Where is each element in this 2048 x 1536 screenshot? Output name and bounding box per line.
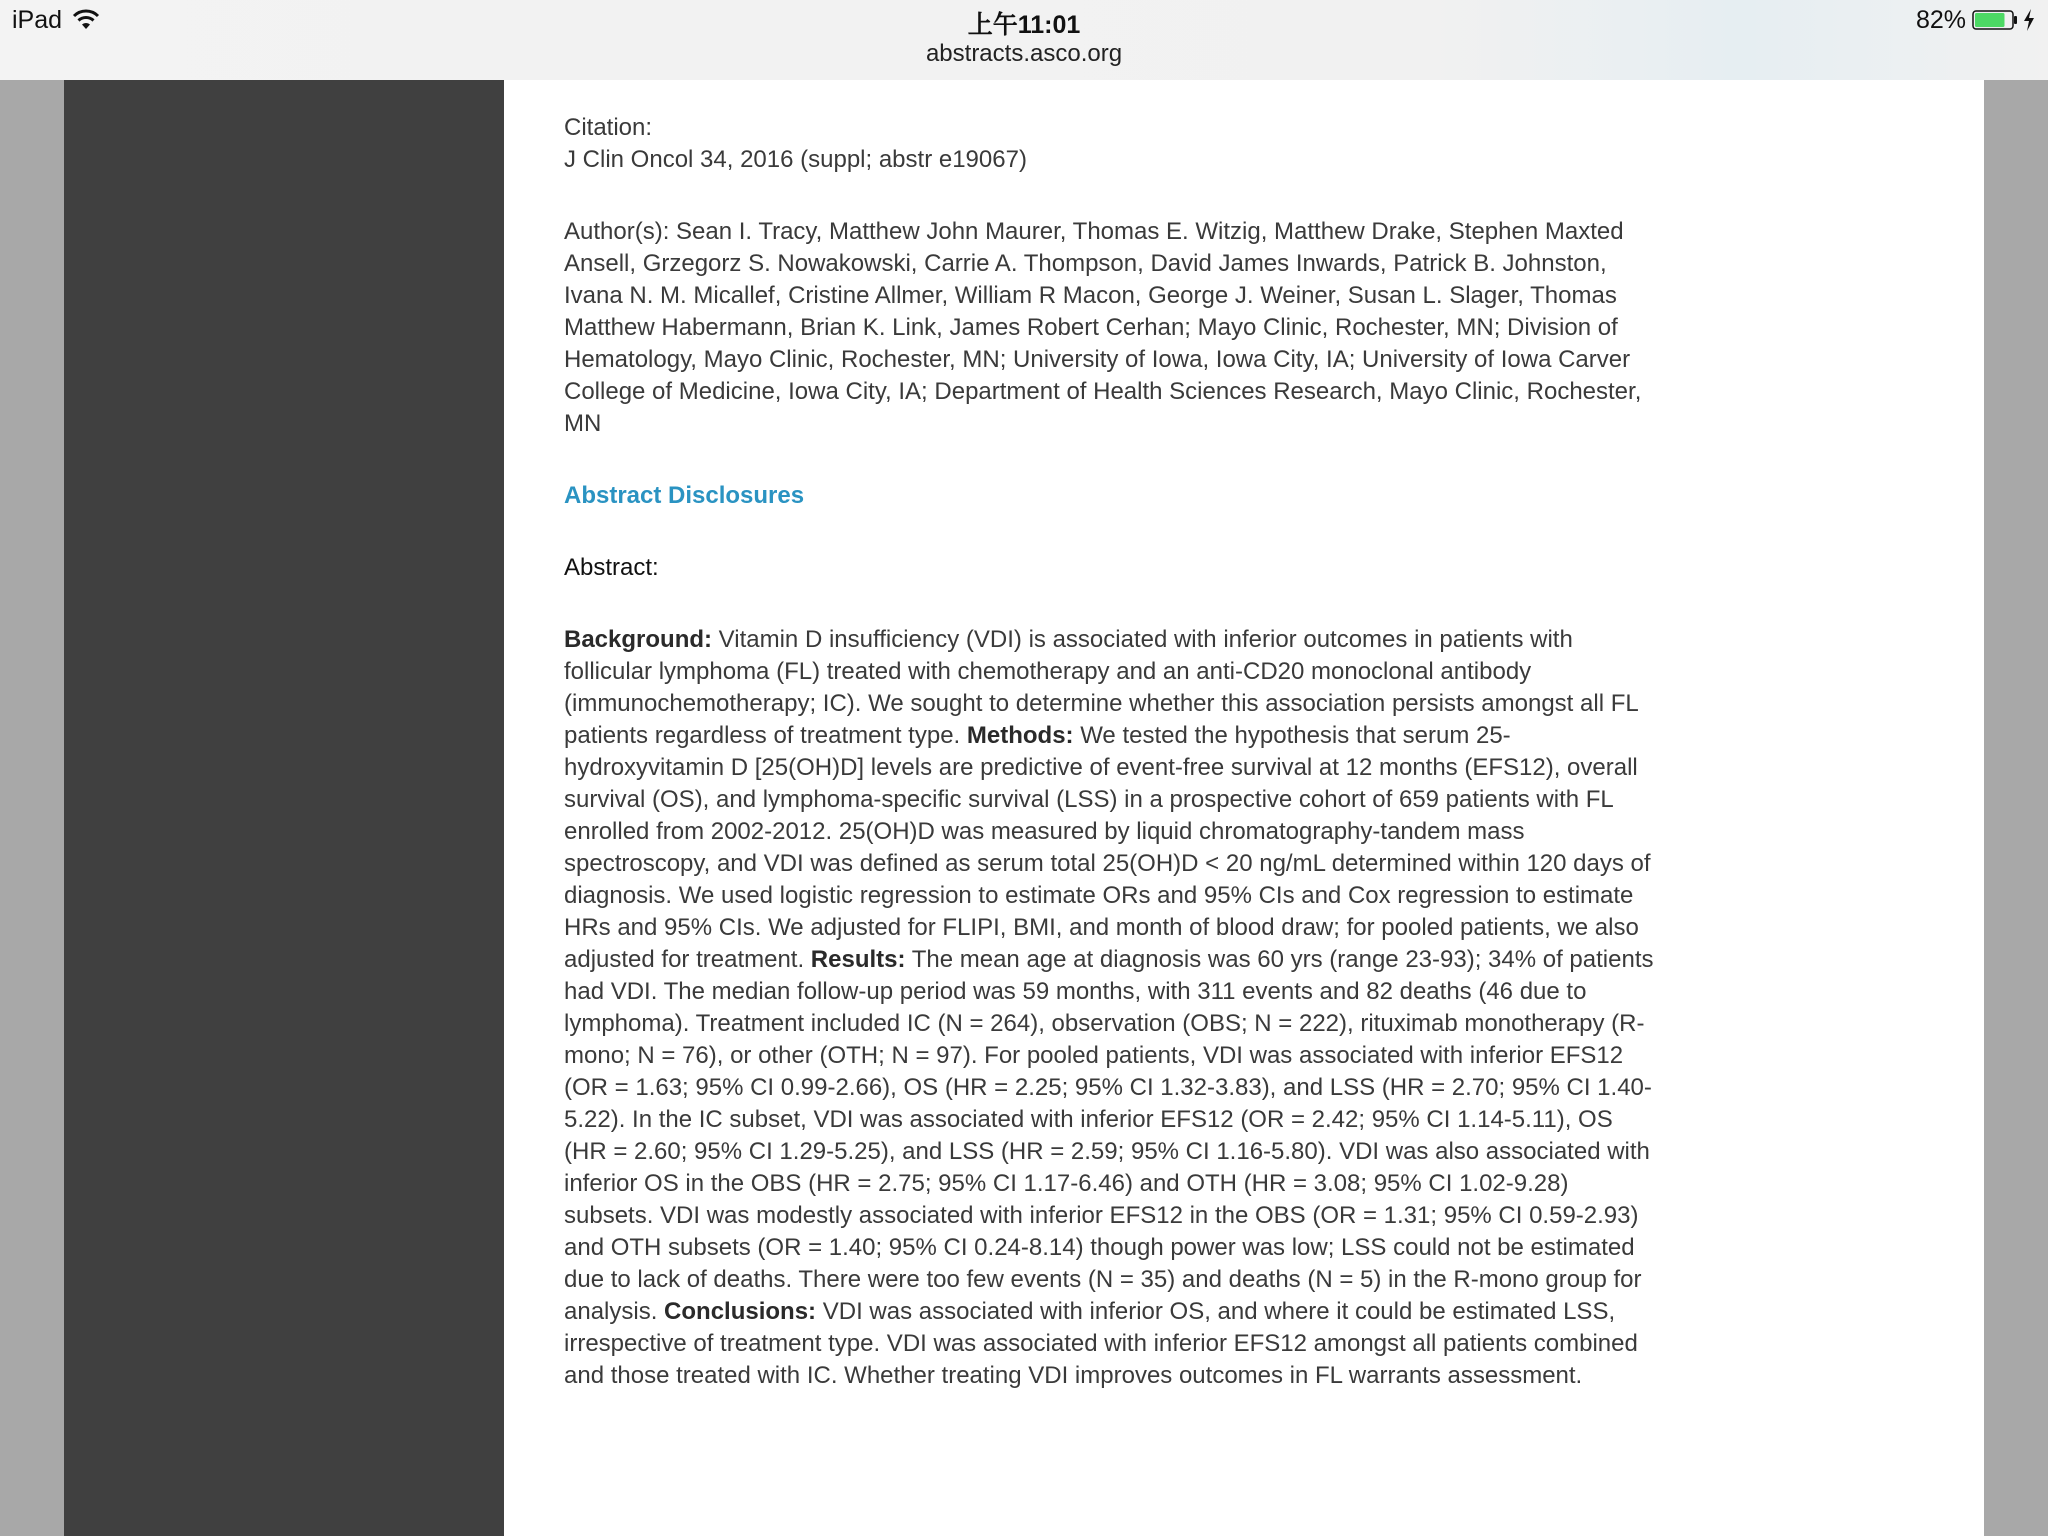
- results-heading: Results:: [810, 946, 906, 973]
- results-text: The mean age at diagnosis was 60 yrs (range 23-93); 34% of patients had VDI. The median follow-up period was 59 months, with 311 events and 82 deaths (46 due to lymphoma). Treatment included IC (N = 264), observation (OBS; N = 222), rituximab monotherapy (R-mono; N = 76), or other (OTH; N = 97). For pooled patients, VDI was associated with inferior EFS12 (OR = 1.63; 95% CI 0.99-2.66), OS (HR = 2.25; 95% CI 1.32-3.83), and LSS (HR = 2.70; 95% CI 1.40-5.22). In the IC subset, VDI was associated with inferior EFS12 (OR = 2.42; 95% CI 1.14-5.11), OS (HR = 2.60; 95% CI 1.29-5.25), and LSS (HR = 2.59; 95% CI 1.16-5.80). VDI was also associated with inferior OS in the OBS (HR = 2.75; 95% CI 1.17-6.46) and OTH (HR = 3.08; 95% CI 1.02-9.28) subsets. VDI was modestly associated with inferior EFS12 in the OBS (OR = 1.31; 95% CI 0.59-2.93) and OTH subsets (OR = 1.40; 95% CI 0.24-8.14) though power was low; LSS could not be estimated due to lack of deaths. There were too few events (N = 35) and deaths (N = 5) in the R-mono group for analysis.: [564, 946, 1654, 1325]
- address-bar-url[interactable]: abstracts.asco.org: [925, 40, 1123, 67]
- abstract-disclosures-link[interactable]: Abstract Disclosures: [564, 482, 805, 509]
- device-name: iPad: [12, 6, 63, 34]
- abstract-label: Abstract:: [564, 554, 659, 581]
- right-margin: [1984, 80, 2048, 1536]
- conclusions-heading: Conclusions:: [664, 1298, 817, 1325]
- clock-time: 上午11:01: [967, 11, 1081, 39]
- background-heading: Background:: [564, 626, 713, 653]
- status-bar: [0, 0, 2048, 81]
- conclusions-text: VDI was associated with inferior OS, and where it could be estimated LSS, irrespective of treatment type. VDI was associated with inferior EFS12 amongst all patients combined and those treated with IC. Whether treating VDI improves outcomes in FL warrants assessment.: [564, 1298, 1638, 1389]
- citation-label: Citation:: [564, 114, 653, 141]
- left-margin: [0, 80, 64, 1536]
- methods-text: We tested the hypothesis that serum 25-hydroxyvitamin D [25(OH)D] levels are predictive of event-free survival at 12 months (EFS12), overall survival (OS), and lymphoma-specific survival (LSS) in a prospective cohort of 659 patients with FL enrolled from 2002-2012. 25(OH)D was measured by liquid chromatography-tandem mass spectroscopy, and VDI was defined as serum total 25(OH)D < 20 ng/mL determined within 120 days of diagnosis. We used logistic regression to estimate ORs and 95% CIs and Cox regression to estimate HRs and 95% CIs. We adjusted for FLIPI, BMI, and month of blood draw; for pooled patients, we also adjusted for treatment.: [564, 722, 1651, 973]
- charging-bolt-icon: [2022, 8, 2036, 32]
- abstract-body: [564, 624, 1654, 1392]
- battery-icon: [1972, 10, 2018, 30]
- citation-block: [564, 112, 1654, 176]
- methods-heading: Methods:: [966, 722, 1074, 749]
- authors-block: Author(s): Sean I. Tracy, Matthew John Maurer, Thomas E. Witzig, Matthew Drake, Stephen Maxted Ansell, Grzegorz S. Nowakowski, Carrie A. Thompson, David James Inwards, Patrick B. Johnston, Ivana N. M. Micallef, Cristine Allmer, William R Macon, George J. Weiner, Susan L. Slager, Thomas Matthew Habermann, Brian K. Link, James Robert Cerhan; Mayo Clinic, Rochester, MN; Division of Hematology, Mayo Clinic, Rochester, MN; University of Iowa, Iowa City, IA; University of Iowa Carver College of Medicine, Iowa City, IA; Department of Health Sciences Research, Mayo Clinic, Rochester, MN: [564, 218, 1642, 437]
- dark-sidebar: [64, 80, 504, 1536]
- battery-percentage: 82%: [1915, 6, 1966, 34]
- background-text: Vitamin D insufficiency (VDI) is associated with inferior outcomes in patients with follicular lymphoma (FL) treated with chemotherapy and an anti-CD20 monoclonal antibody (immunochemotherapy; IC). We sought to determine whether this association persists amongst all FL patients regardless of treatment type.: [564, 626, 1638, 749]
- abstract-article: [564, 112, 1654, 1392]
- citation-text: J Clin Oncol 34, 2016 (suppl; abstr e19067): [564, 146, 1027, 173]
